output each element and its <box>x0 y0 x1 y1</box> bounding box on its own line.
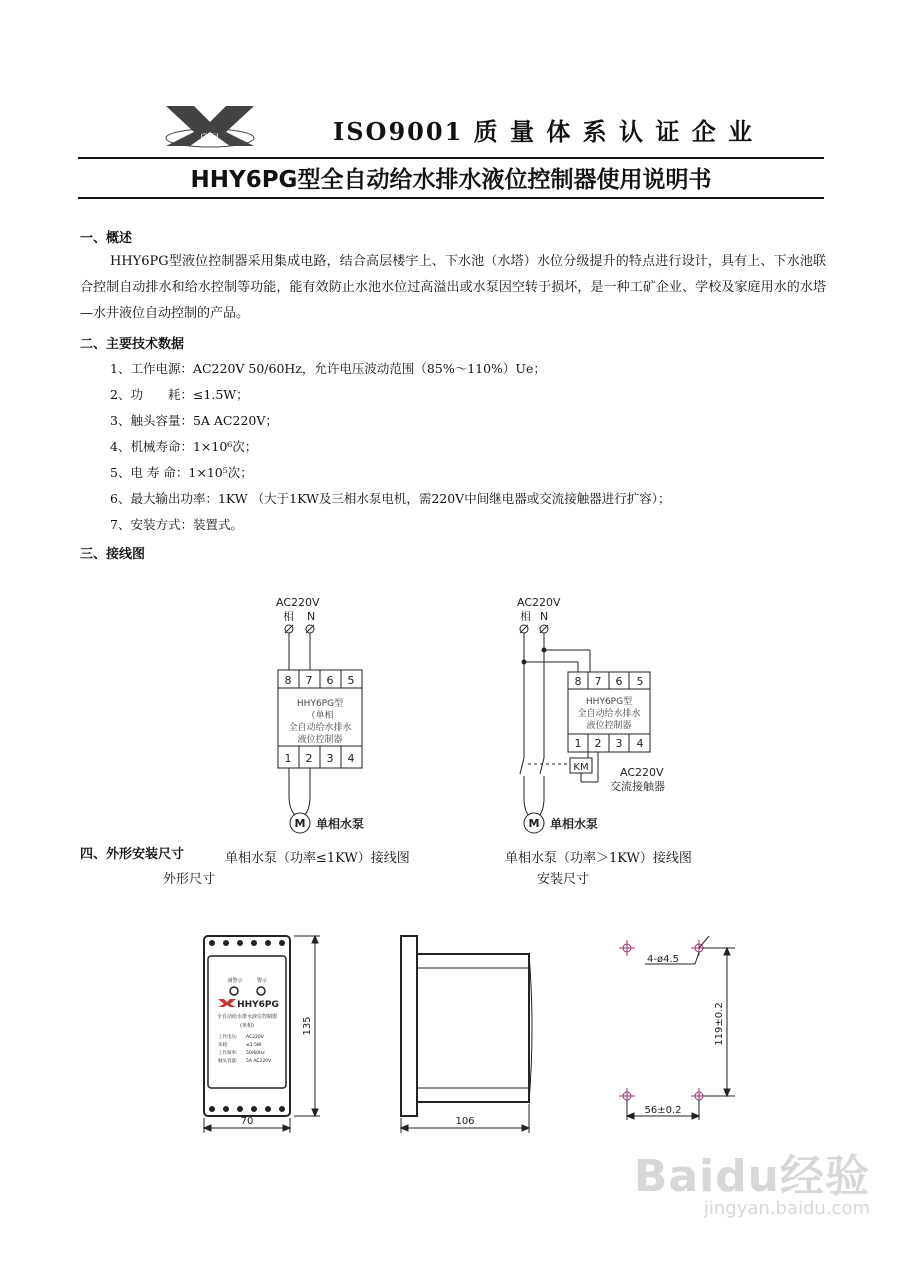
contactor-label: 交流接触器 <box>610 780 665 793</box>
terminal-4: 4 <box>636 737 644 750</box>
terminal-6: 6 <box>615 675 623 688</box>
terminal-8: 8 <box>574 675 582 688</box>
panel-logo-icon <box>218 999 236 1007</box>
panel-spec-label: 功耗: <box>218 1043 229 1048</box>
pump-label: 单相水泵 <box>550 817 599 831</box>
baidu-watermark <box>634 1140 870 1219</box>
side-view-drawing <box>395 928 545 1138</box>
terminal-7: 7 <box>305 674 313 687</box>
panel-indicator-right: 警示 <box>256 978 268 984</box>
panel-sub: (单相) <box>240 1023 254 1029</box>
panel-spec-label: 工作电压: <box>218 1035 238 1040</box>
terminal-5: 5 <box>636 675 644 688</box>
wiring-diagram-small-pump <box>250 588 400 838</box>
overview-heading: 一、概述 <box>80 231 133 246</box>
wiring-diagram-large-pump <box>490 588 690 838</box>
supply-label: AC220V <box>276 596 320 609</box>
spec-item: 5、电 寿 命：1×10⁵次； <box>110 465 253 480</box>
panel-brand: HHY6PG <box>237 1000 279 1010</box>
spec-item: 7、安装方式：装置式。 <box>110 517 243 532</box>
company-logo <box>160 100 260 150</box>
device-line: 液位控制器 <box>297 735 343 745</box>
device-line: （单相 <box>306 711 334 721</box>
device-line: 全自动给水排水 <box>288 723 352 733</box>
phase-label: 相 <box>283 610 294 623</box>
terminal-3: 3 <box>615 737 623 750</box>
spec-item: 4、机械寿命：1×10⁶次； <box>110 439 258 454</box>
terminal-3: 3 <box>326 752 334 765</box>
indicator-led-icon <box>257 987 265 995</box>
panel-spec-value: AC220V <box>246 1035 264 1040</box>
pump-label: 单相水泵 <box>316 817 365 831</box>
watermark-brand: Baidu经验 <box>633 1151 870 1202</box>
panel-spec-value: 5A AC220V <box>246 1059 272 1064</box>
hole-vertical-label: 119±0.2 <box>714 1002 725 1046</box>
document-title: HHY6PG型全自动给水排水液位控制器使用说明书 <box>190 167 712 193</box>
wiring-heading: 三、接线图 <box>80 547 146 562</box>
hole-horizontal-label: 56±0.2 <box>644 1105 682 1116</box>
device-line: 液位控制器 <box>586 721 632 731</box>
title-rule <box>78 197 824 199</box>
spec-item: 2、功 耗：≤1.5W； <box>110 387 249 402</box>
top-rule <box>78 157 824 159</box>
front-height-label: 135 <box>302 1016 313 1036</box>
terminal-4: 4 <box>347 752 355 765</box>
panel-spec-label: 触头容量: <box>218 1059 238 1064</box>
overview-paragraph: HHY6PG型液位控制器采用集成电路，结合高层楼宇上、下水池（水塔）水位分级提升的特点进行设计，具有上、下水池联合控制自动排水和给水控制等功能，能有效防止水池水位过高溢出或水泵因空转于损坏，是一种工矿企业、学校及家庭用水的水塔—水井液位自动控制的产品。 <box>80 254 826 321</box>
phase-label: 相 <box>520 610 531 623</box>
terminal-1: 1 <box>574 737 582 750</box>
spec-item: 3、触头容量：5A AC220V； <box>110 413 278 428</box>
device-line: HHY6PG型 <box>296 699 344 709</box>
spec-item: 6、最大输出功率：1KW （大于1KW及三相水泵电机，需220V中间继电器或交流接触器进行扩容）； <box>110 491 671 506</box>
terminal-7: 7 <box>594 675 602 688</box>
terminal-2: 2 <box>594 737 602 750</box>
panel-spec-value: ≤1.5W <box>246 1043 262 1048</box>
indicator-led-icon <box>230 987 238 995</box>
front-width-label: 70 <box>240 1116 254 1127</box>
mounting-hole-drawing <box>605 928 745 1128</box>
logo-graphic <box>160 100 260 150</box>
neutral-label: N <box>307 610 316 623</box>
device-line: HHY6PG型 <box>585 697 633 707</box>
spec-item: 1、工作电源：AC220V 50/60Hz，允许电压波动范围（85%～110%）Ue； <box>110 361 546 376</box>
outline-caption: 外形尺寸 <box>163 872 216 887</box>
side-depth-label: 106 <box>455 1116 475 1127</box>
wiring-caption-small: 单相水泵（功率≤1KW）接线图 <box>225 851 410 866</box>
supply-label: AC220V <box>517 596 561 609</box>
hole-spec-label: 4-ø4.5 <box>647 954 679 965</box>
neutral-label: N <box>540 610 549 623</box>
logo-text: 欣灵 <box>200 134 220 145</box>
watermark-url: jingyan.baidu.com <box>703 1198 870 1219</box>
terminal-8: 8 <box>284 674 292 687</box>
panel-spec-value: 50/60Hz <box>246 1051 265 1056</box>
panel-spec-label: 工作频率: <box>218 1051 238 1056</box>
motor-icon: M <box>294 817 306 830</box>
mounting-caption: 安装尺寸 <box>537 872 590 887</box>
motor-icon: M <box>528 817 540 830</box>
terminal-5: 5 <box>347 674 355 687</box>
contactor-voltage: AC220V <box>620 766 664 779</box>
terminal-2: 2 <box>305 752 313 765</box>
dimensions-heading: 四、外形安装尺寸 <box>80 847 185 862</box>
terminal-1: 1 <box>284 752 292 765</box>
wiring-caption-large: 单相水泵（功率＞1KW）接线图 <box>505 851 692 866</box>
terminal-6: 6 <box>326 674 334 687</box>
iso-certification-line: ISO9001 质 量 体 系 认 证 企 业 <box>333 117 755 146</box>
panel-name: 全自动给水排水液位控制器 <box>216 1014 278 1020</box>
panel-indicator-left: 满警示 <box>227 978 243 984</box>
device-line: 全自动给水排水 <box>577 709 641 719</box>
specs-heading: 二、主要技术数据 <box>80 337 185 352</box>
km-coil-label: KM <box>573 762 589 773</box>
front-view-drawing <box>190 928 330 1138</box>
